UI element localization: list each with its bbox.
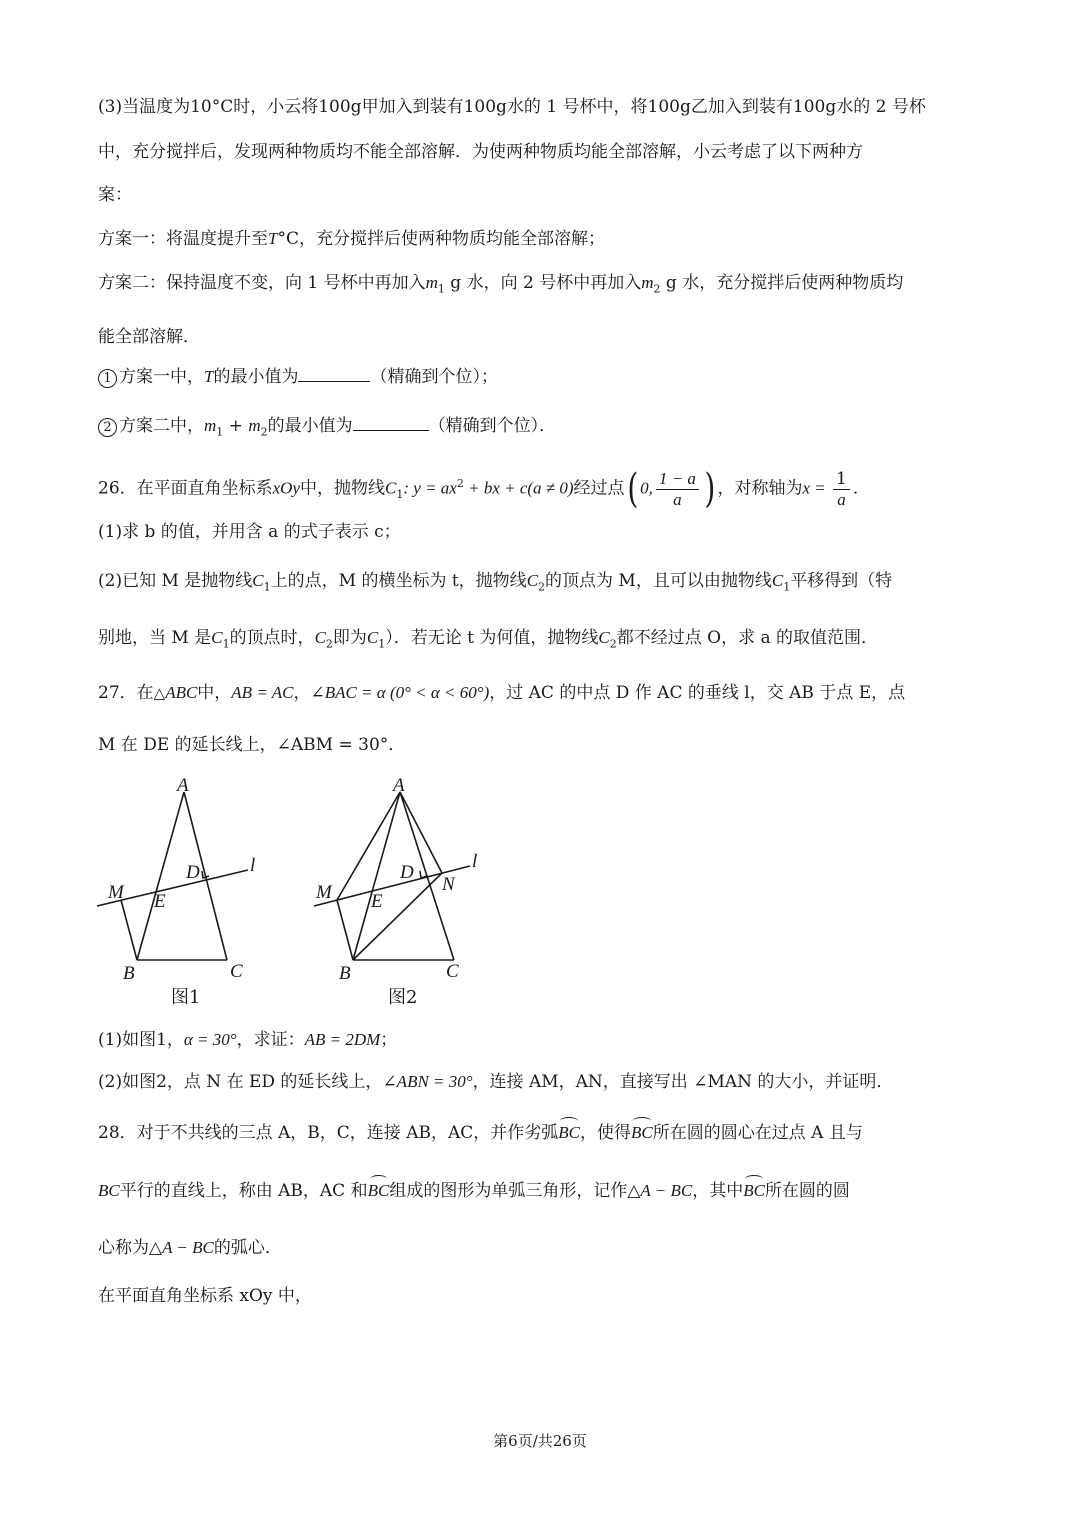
q28-line1: 28．对于不共线的三点 A，B，C，连接 AB，AC，并作劣弧BC，使得BC所在圆的圆心在过点 A 且与 bbox=[98, 1123, 863, 1143]
figure-2-caption: 图2 bbox=[388, 987, 418, 1008]
q28-line3: 心称为△A − BC的弧心． bbox=[98, 1238, 282, 1258]
q26-part1: (1)求 b 的值，并用含 a 的式子表示 c； bbox=[98, 522, 401, 542]
circled-number-2: 2 bbox=[98, 418, 117, 437]
q27-part1: (1)如图1，α = 30°，求证：AB = 2DM； bbox=[98, 1030, 398, 1050]
fig2-label-m: M bbox=[316, 882, 332, 903]
answer-blank-2[interactable] bbox=[353, 416, 429, 431]
q27-part2: (2)如图2，点 N 在 ED 的延长线上，∠ABN = 30°，连接 AM，AN，直接写出 ∠MAN 的大小，并证明． bbox=[98, 1072, 894, 1092]
fig1-label-d: D bbox=[186, 862, 200, 883]
fraction-point-y: $\frac{1 - a}{a}$ bbox=[656, 469, 699, 510]
fig1-label-m: M bbox=[108, 882, 124, 903]
q25-subq1: 1 方案一中，T的最小值为 （精确到个位）； bbox=[98, 365, 498, 389]
q25-plan2-line1: 方案二：保持温度不变，向 1 号杯中再加入$m_1$ g 水，向 2 号杯中再加入$m_2$ g 水，充分搅拌后使两种物质均 bbox=[98, 273, 904, 296]
fig2-label-b: B bbox=[339, 963, 351, 984]
q27-stem-line2: M 在 DE 的延长线上，∠ABM = 30°． bbox=[98, 735, 406, 755]
page-footer: 第6页/共26页 bbox=[493, 1432, 587, 1450]
q25-part3-line1: (3)当温度为10°C时，小云将100g甲加入到装有100g水的 1 号杯中，将100g乙加入到装有100g水的 2 号杯 bbox=[98, 97, 926, 117]
q25-part3-line3: 案： bbox=[98, 185, 132, 205]
q26-stem: 26．在平面直角坐标系xOy中，抛物线$C_1$: $y = ax^2$ + bx + c(a ≠ 0)经过点( 0, $\frac{1 - a}{a}$ ) ，对称轴为x = $\frac{1}{a}$ ． bbox=[98, 466, 870, 513]
fig2-label-a: A bbox=[393, 775, 405, 796]
fraction-axis: $\frac{1}{a}$ bbox=[833, 469, 850, 510]
q26-part2-line2: 别地，当 M 是$C_1$的顶点时，$C_2$即为$C_1$）．若无论 t 为何值，抛物线$C_2$都不经过点 O，求 a 的取值范围． bbox=[98, 628, 879, 651]
fig1-label-a: A bbox=[177, 775, 189, 796]
figure-2 bbox=[306, 770, 496, 1010]
q27-stem-line1: 27．在△ABC中，AB = AC，∠BAC = α (0° < α < 60°)，过 AC 的中点 D 作 AC 的垂线 l，交 AB 于点 E，点 bbox=[98, 683, 906, 703]
fig2-label-d: D bbox=[400, 862, 414, 883]
fig1-label-e: E bbox=[154, 891, 166, 912]
fig1-label-c: C bbox=[230, 961, 243, 982]
q25-plan1: 方案一：将温度提升至T°C，充分搅拌后使两种物质均能全部溶解； bbox=[98, 229, 605, 249]
circled-number-1: 1 bbox=[98, 369, 117, 388]
fig2-label-e: E bbox=[371, 891, 383, 912]
fig2-label-l: l bbox=[472, 851, 478, 872]
q25-plan2-line2: 能全部溶解． bbox=[98, 327, 200, 347]
fig1-label-b: B bbox=[123, 963, 135, 984]
q25-subq2: 2 方案二中，$m_1 + m_2$的最小值为 （精确到个位）． bbox=[98, 414, 556, 444]
q26-part2-line1: (2)已知 M 是抛物线$C_1$上的点，M 的横坐标为 t，抛物线$C_2$的顶点为 M，且可以由抛物线$C_1$平移得到（特 bbox=[98, 571, 893, 594]
fig2-label-n: N bbox=[442, 874, 455, 895]
fig2-label-c: C bbox=[446, 961, 459, 982]
q28-line2: BC平行的直线上，称由 AB，AC 和BC组成的图形为单弧三角形，记作△A − BC，其中BC所在圆的圆 bbox=[98, 1181, 850, 1201]
answer-blank-1[interactable] bbox=[298, 367, 370, 382]
q25-part3-line2: 中，充分搅拌后，发现两种物质均不能全部溶解．为使两种物质均能全部溶解，小云考虑了以下两种方 bbox=[98, 142, 863, 162]
fig1-label-l: l bbox=[250, 855, 256, 876]
figure-1-caption: 图1 bbox=[171, 987, 201, 1008]
q28-line4: 在平面直角坐标系 xOy 中， bbox=[98, 1286, 312, 1306]
figure-1 bbox=[90, 770, 270, 1010]
